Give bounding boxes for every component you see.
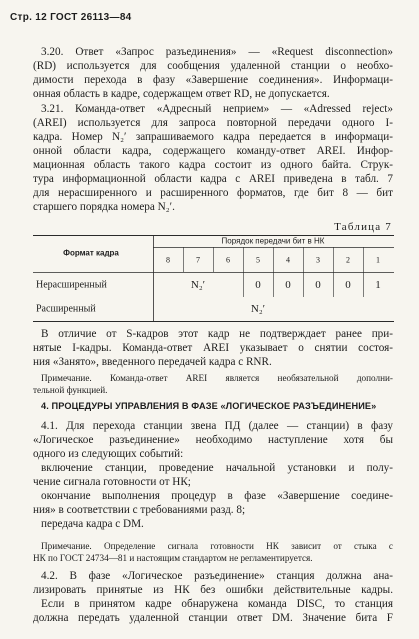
- bit-number: 4: [286, 255, 290, 265]
- bit-value: 0: [315, 279, 321, 291]
- bit-number: 6: [226, 255, 230, 265]
- text-line: онная область в кадре, содержащем ответ RD, не допускается.: [33, 88, 330, 100]
- text-line: онной области кадра, содержащего команду-ответ AREI. Инфор-: [33, 145, 393, 157]
- bit-value: 0: [345, 279, 351, 291]
- text-line: 4.2. В фазе «Логическое разъединение» станция должна ана-: [41, 570, 393, 582]
- text-line: мационная область такого кадра состоит из одного байта. Струк-: [33, 159, 393, 171]
- text-line: Если в принятом кадре обнаружена команда DISC, то станция: [41, 598, 393, 610]
- note-line: Примечание. Определение сигнала готовности НК зависит от стыка с: [41, 541, 393, 551]
- bit-order-table: [33, 235, 394, 322]
- format-column-header: Формат кадра: [63, 248, 119, 258]
- section-heading: 4. ПРОЦЕДУРЫ УПРАВЛЕНИЯ В ФАЗЕ «ЛОГИЧЕСКОЕ РАЗЪЕДИНЕНИЕ»: [41, 401, 377, 411]
- text-line: должна передать удаленной станции ответ DM. Значение бита F: [33, 612, 393, 624]
- text-line: кадра. Номер N₂′ запрашиваемого кадра передается в информаци-: [33, 131, 393, 143]
- page-header: Стр. 12 ГОСТ 26113—84: [10, 12, 132, 23]
- text-line: лизировать принятые из НК без ошибки действительные кадры.: [33, 584, 393, 596]
- text-line: ния «Занято», введенного передачей кадра с RNR.: [33, 356, 272, 368]
- bit-number: 1: [376, 255, 380, 265]
- text-line: передача кадра с DM.: [41, 518, 144, 530]
- text-line: старшего порядка номера N₂′.: [33, 201, 175, 213]
- text-line: В отличие от S-кадров этот кадр не подтверждает ранее при-: [41, 328, 393, 340]
- text-line: 3.21. Команда-ответ «Адресный неприем» — «Adressed reject»: [41, 103, 393, 115]
- text-line: окончание выполнения процедур в фазе «Завершение соедине-: [41, 490, 393, 502]
- bit-number: 7: [196, 255, 200, 265]
- text-line: для нерасширенного и расширенного форматов, где бит 8 — бит: [33, 187, 393, 199]
- bit-number: 2: [346, 255, 350, 265]
- note-line: Примечание. Команда-ответ AREI является необязательной дополни-: [41, 373, 393, 383]
- bit-number: 8: [166, 255, 170, 265]
- bits-order-header: Порядок передачи бит в НК: [221, 236, 325, 246]
- text-line: (AREI) используется для запроса повторной передачи одного I-: [33, 117, 393, 129]
- n2-value: N₂′: [190, 279, 206, 291]
- text-line: нятые I-кадры. Команда-ответ AREI указывает о снятии состоя-: [33, 342, 393, 354]
- text-line: 4.1. Для перехода станции звена ПД (далее — станции) в фазу: [41, 420, 393, 432]
- text-line: одного из следующих событий:: [33, 448, 184, 460]
- text-line: ния» в соответствии с требованиями разд. 8;: [33, 504, 246, 516]
- text-line: тура информационной области кадра с AREI приведена в табл. 7: [33, 173, 393, 185]
- text-line: (RD) используется для сообщения удаленной станции о необхо-: [33, 60, 393, 72]
- row-label-non-extended: Нерасширенный: [36, 279, 107, 291]
- bit-number: 5: [256, 255, 260, 265]
- table-caption: Таблица 7: [334, 221, 392, 233]
- n2-value: N₂′: [250, 303, 266, 315]
- text-line: включение станции, проведение начальной установки и полу-: [41, 462, 393, 474]
- note-line: НК по ГОСТ 24734—81 и настоящим стандартом не регламентируется.: [33, 553, 313, 563]
- text-line: чение сигнала готовности от НК;: [33, 476, 191, 488]
- text-line: димости перехода в фазу «Завершение соединения». Информаци-: [33, 74, 393, 86]
- bit-value: 1: [375, 279, 381, 291]
- text-line: «Логическое разъединение» необходимо наступление хотя бы: [33, 434, 393, 446]
- bit-value: 0: [285, 279, 291, 291]
- row-label-extended: Расширенный: [36, 303, 96, 315]
- text-line: 3.20. Ответ «Запрос разъединения» — «Request disconnection»: [41, 46, 393, 58]
- note-line: тельной функцией.: [33, 385, 108, 395]
- bit-value: 0: [255, 279, 261, 291]
- bit-number: 3: [316, 255, 320, 265]
